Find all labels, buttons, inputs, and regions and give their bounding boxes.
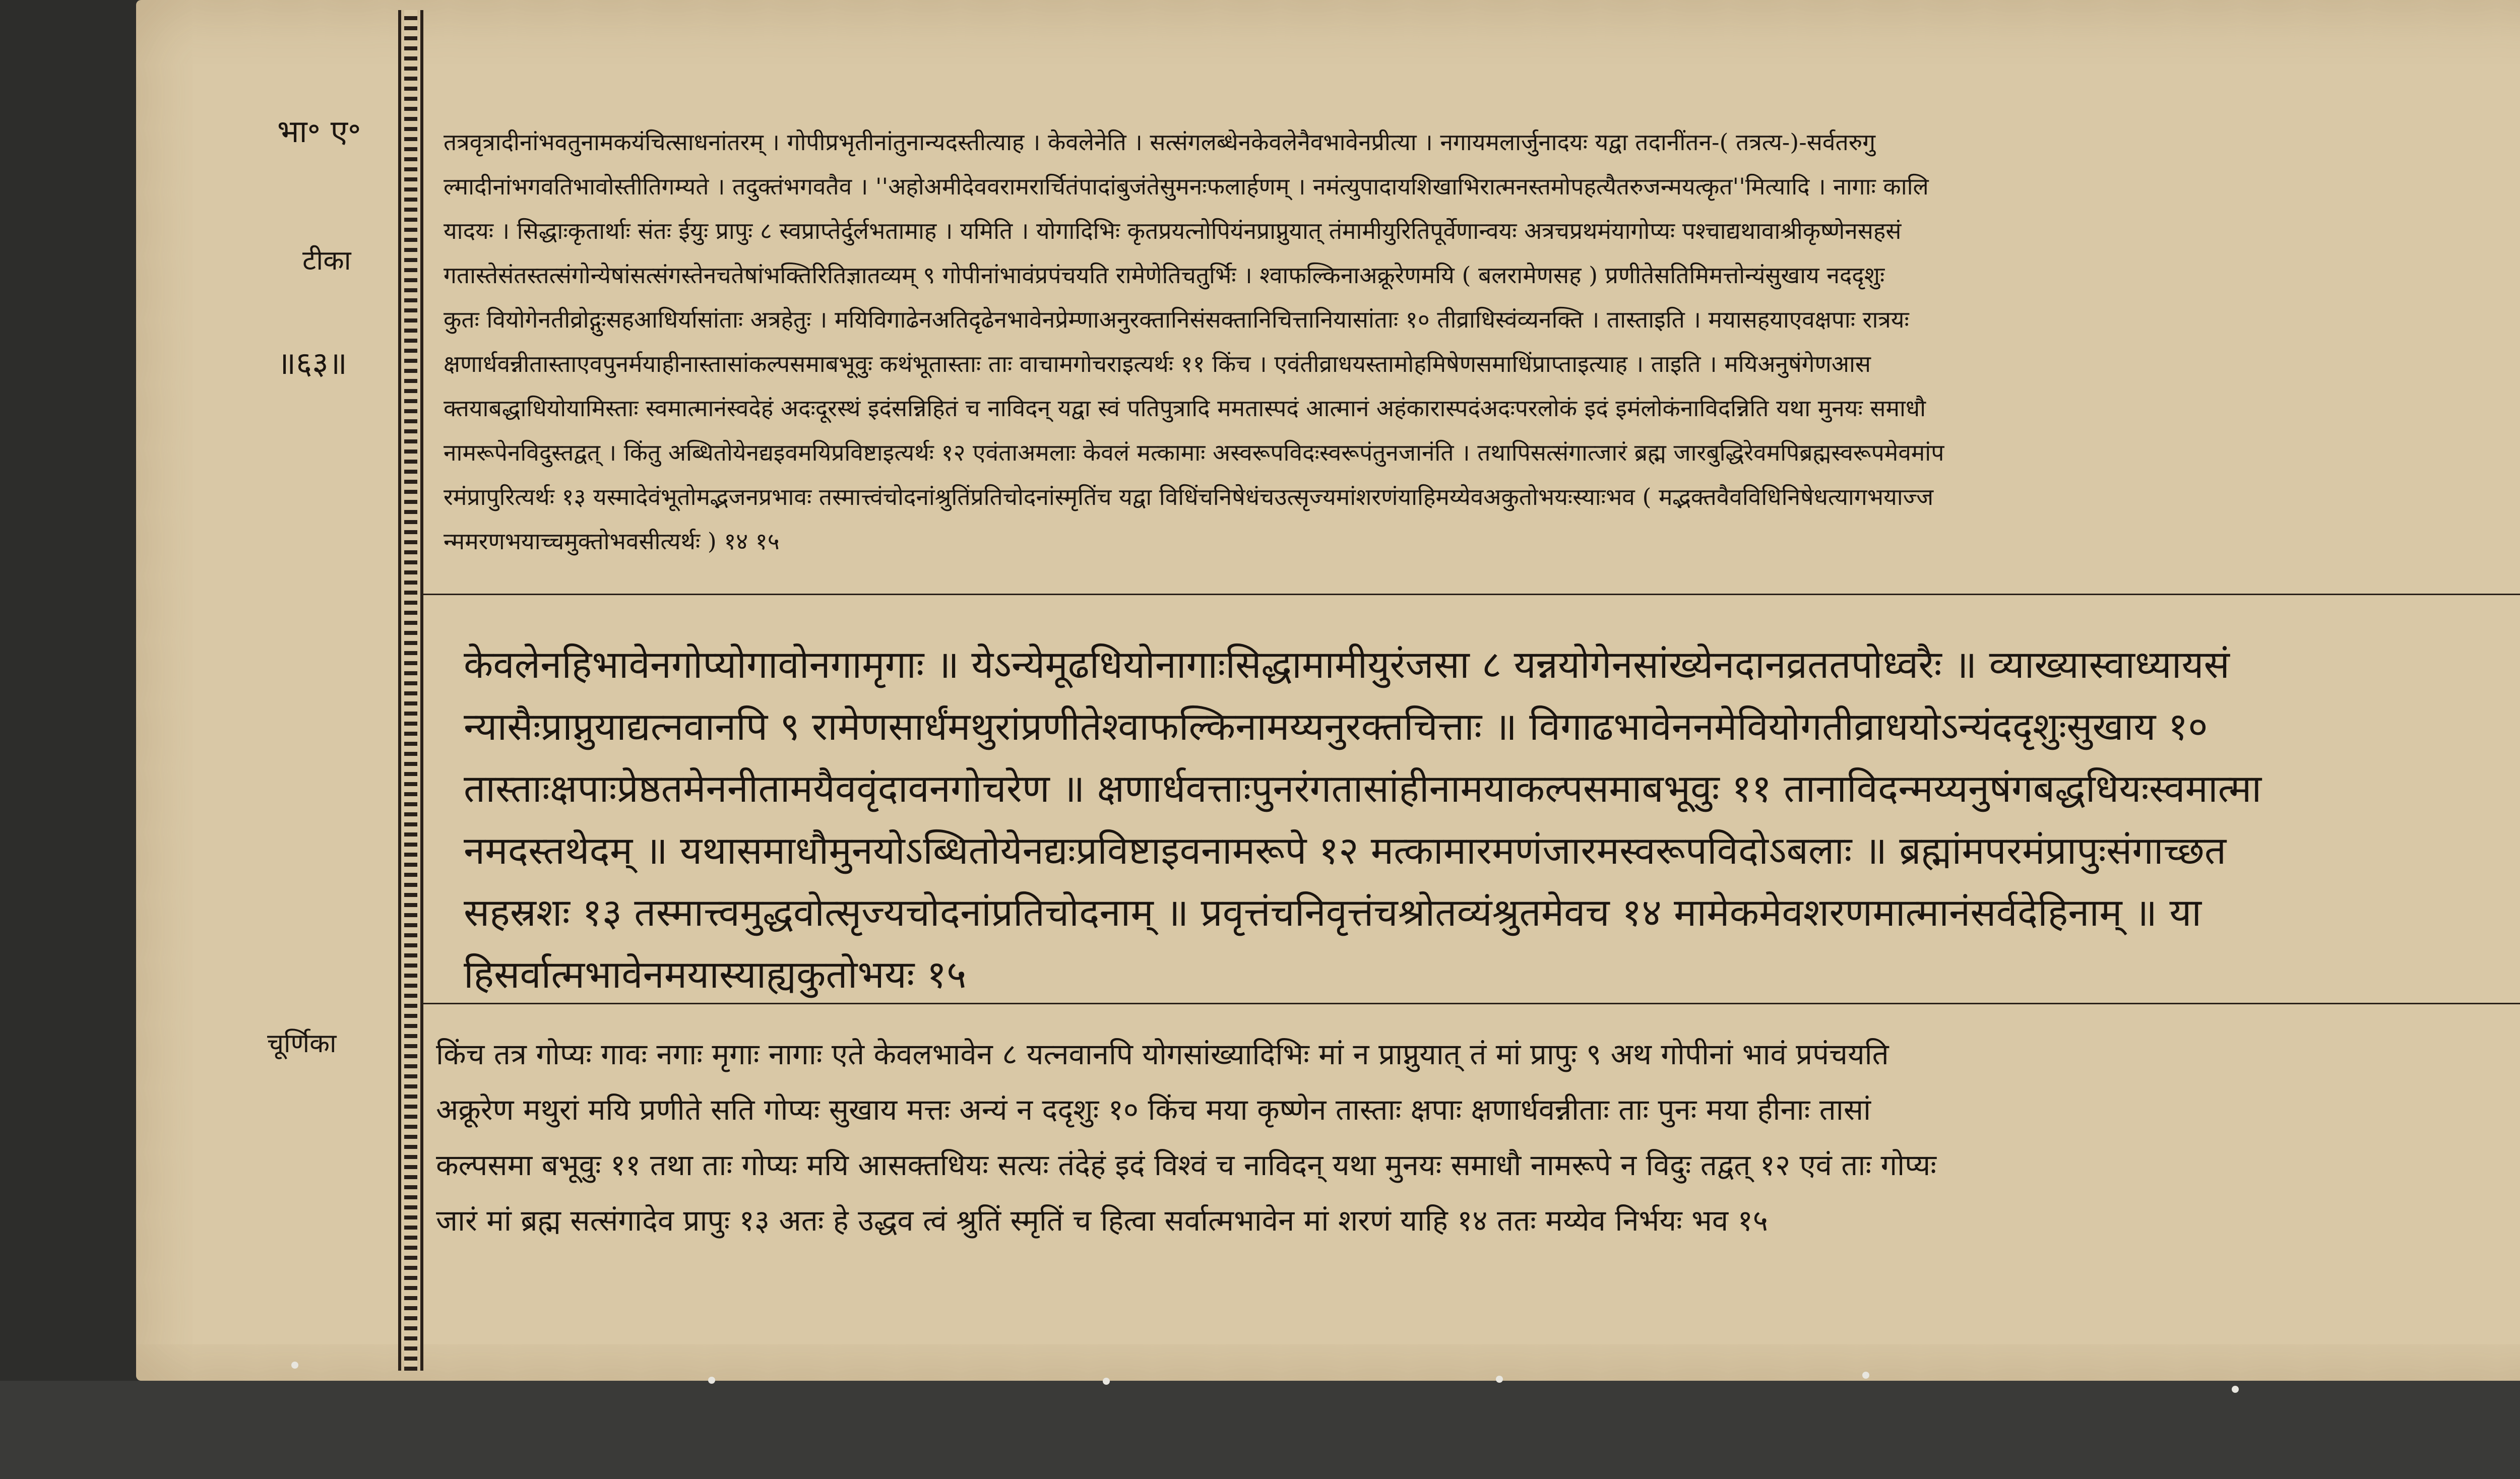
commentary-label: टीका	[302, 244, 351, 276]
left-border-rule	[398, 10, 401, 1371]
churnika-line: अक्रूरेण मथुरां मयि प्रणीते सति गोप्यः सुखाय मत्तः अन्यं न ददृशुः १० किंच मया कृष्णेन तास्ताः क्षपाः क्षणार्धवन्नीताः ताः पुनः मया हीनाः तासां	[436, 1092, 1871, 1127]
verse-line: न्यासैःप्राप्नुयाद्यत्नवानपि ९ रामेणसार्धंमथुरांप्रणीतेश्वाफल्किनामय्यनुरक्तचित्ताः ॥ विगाढभावेननमेवियोगतीव्राधयोऽन्यंददृशुःसुखाय १०	[464, 704, 2208, 749]
commentary-line: क्तयाबद्धाधियोयामिस्ताः स्वमात्मानंस्वदेहं अदःदूरस्थं इदंसन्निहितं च नाविदन् यद्वा स्वं पतिपुत्रादि ममतास्पदं आत्मानं अहंकारास्पदंअदःपरलोकं इदं इमंलोकंनाविदन्निति यथा मुनयः समाधौ	[444, 395, 1926, 422]
section-divider	[423, 1003, 2520, 1004]
pin-marker	[291, 1362, 298, 1369]
pin-marker	[1103, 1378, 1110, 1385]
commentary-line: रमंप्रापुरित्यर्थः १३ यस्मादेवंभूतोमद्भजनप्रभावः तस्मात्त्वंचोदनांश्रुतिंप्रतिचोदनांस्मृतिंच यद्वा विधिंचनिषेधंचउत्सृज्यमांशरणंयाहिमय्येवअकुतोभयःस्याःभव ( मद्भक्तवैवविधिनिषेधत्यागभयाज्ज	[444, 483, 1934, 510]
commentary-line: गतास्तेसंतस्तत्संगोन्येषांसत्संगस्तेनचतेषांभक्तिरितिज्ञातव्यम् ९ गोपीनांभावंप्रपंचयति रामेणेतिचतुर्भिः । श्वाफल्किनाअक्रूरेणमयि ( बलरामेणसह ) प्रणीतेसतिमिमत्तोन्यंसुखाय नददृशुः	[444, 262, 1885, 289]
pin-marker	[1496, 1376, 1503, 1383]
churnika-label: चूर्णिका	[267, 1028, 337, 1059]
pin-marker	[1862, 1372, 1869, 1379]
verse-line: तास्ताःक्षपाःप्रेष्ठतमेननीतामयैववृंदावनगोचरेण ॥ क्षणार्धवत्ताःपुनरंगतासांहीनामयाकल्पसमाबभूवुः ११ तानाविदन्मय्यनुषंगबद्धधियःस्वमात्मा	[464, 766, 2262, 811]
commentary-line: नामरूपेनविदुस्तद्वत् । किंतु अब्धितोयेनद्यइवमयिप्रविष्टाइत्यर्थः १२ एवंताअमलाः केवलं मत्कामाः अस्वरूपविदःस्वरूपंतुनजानंति । तथापिसत्संगात्जारं ब्रह्म जारबुद्धिरेवमपिब्रह्मस्वरूपमेवमांप	[444, 439, 1944, 466]
verse-line: हिसर्वात्मभावेनमयास्याह्यकुतोभयः १५	[464, 952, 967, 997]
left-ornament-border	[404, 10, 417, 1371]
commentary-line: न्ममरणभयाच्चमुक्तोभवसीत्यर्थः ) १४ १५	[444, 528, 780, 555]
commentary-line: क्षणार्धवन्नीतास्ताएवपुनर्मयाहीनास्तासांकल्पसमाबभूवुः कथंभूतास्ताः ताः वाचामगोचराइत्यर्थः ११ किंच । एवंतीव्राधयस्तामोहमिषेणसमाधिंप्राप्ताइत्याह । ताइति । मयिअनुषंगेणआस	[444, 350, 1871, 377]
churnika-line: किंच तत्र गोप्यः गावः नगाः मृगाः नागाः एते केवलभावेन ८ यत्नवानपि योगसांख्यादिभिः मां न प्राप्नुयात् तं मां प्रापुः ९ अथ गोपीनां भावं प्रपंचयति	[436, 1037, 1889, 1071]
page-number-left: ॥६३॥	[277, 345, 347, 381]
section-divider	[423, 594, 2520, 595]
background-table	[0, 1381, 2520, 1479]
verse-line: सहस्रशः १३ तस्मात्त्वमुद्धवोत्सृज्यचोदनांप्रतिचोदनाम् ॥ प्रवृत्तंचनिवृत्तंचश्रोतव्यंश्रुतमेवच १४ मामेकमेवशरणमात्मानंसर्वदेहिनाम् ॥ या	[464, 890, 2202, 935]
commentary-line: कुतः वियोगेनतीव्रोद्गुःसहआधिर्यासांताः अत्रहेतुः । मयिविगाढेनअतिदृढेनभावेनप्रेम्णाअनुरक्तानिसंसक्तानिचित्तानियासांताः १० तीव्राधिस्वंव्यनक्ति । तास्ताइति । मयासहयाएवक्षपाः रात्रयः	[444, 306, 1909, 333]
left-border-rule-inner	[420, 10, 423, 1371]
commentary-line: तत्रवृत्रादीनांभवतुनामकयंचित्साधनांतरम् । गोपीप्रभृतीनांतुनान्यदस्तीत्याह । केवलेनेति । सत्संगलब्धेनकेवलेनैवभावेनप्रीत्या । नगायमलार्जुनादयः यद्वा तदानींतन-( तत्रत्य-)-सर्वतरुगु	[444, 128, 1876, 156]
churnika-line: जारं मां ब्रह्म सत्संगादेव प्रापुः १३ अतः हे उद्धव त्वं श्रुतिं स्मृतिं च हित्वा सर्वात्मभावेन मां शरणं याहि १४ ततः मय्येव निर्भयः भव १५	[436, 1203, 1768, 1238]
pin-marker	[708, 1377, 715, 1384]
pin-marker	[2232, 1386, 2239, 1393]
commentary-line: ल्मादीनांभगवतिभावोस्तीतिगम्यते । तदुक्तंभगवतैव । ''अहोअमीदेववरामरार्चितंपादांबुजंतेसुमनःफलार्हणम् । नमंत्युपादायशिखाभिरात्मनस्तमोपहत्यैतरुजन्मयत्कृत''मित्यादि । नागाः कालि	[444, 173, 1929, 200]
churnika-line: कल्पसमा बभूवुः ११ तथा ताः गोप्यः मयि आसक्तधियः सत्यः तंदेहं इदं विश्वं च नाविदन् यथा मुनयः समाधौ नामरूपे न विदुः तद्वत् १२ एवं ताः गोप्यः	[436, 1148, 1937, 1182]
verse-line: केवलेनहिभावेनगोप्योगावोनगामृगाः ॥ येऽन्येमूढधियोनागाःसिद्धामामीयुरंजसा ८ यन्नयोगेनसांख्येनदानव्रततपोध्वरैः ॥ व्याख्यास्वाध्यायसं	[464, 642, 2230, 687]
verse-line: नमदस्तथेदम् ॥ यथासमाधौमुनयोऽब्धितोयेनद्यःप्रविष्टाइवनामरूपे १२ मत्कामारमणंजारमस्वरूपविदोऽबलाः ॥ ब्रह्मांमपरमंप्रापुःसंगाच्छत	[464, 828, 2227, 873]
book-abbreviation: भा॰ ए॰	[277, 113, 361, 150]
commentary-line: यादयः । सिद्धाःकृतार्थाः संतः ईयुः प्रापुः ८ स्वप्राप्तेर्दुर्लभतामाह । यमिति । योगादिभिः कृतप्रयत्नोपियंनप्राप्नुयात् तंमामीयुरितिपूर्वेणान्वयः अत्रचप्रथमंयागोप्यः पश्चाद्यथावाश्रीकृष्णेनसहसं	[444, 217, 1902, 244]
